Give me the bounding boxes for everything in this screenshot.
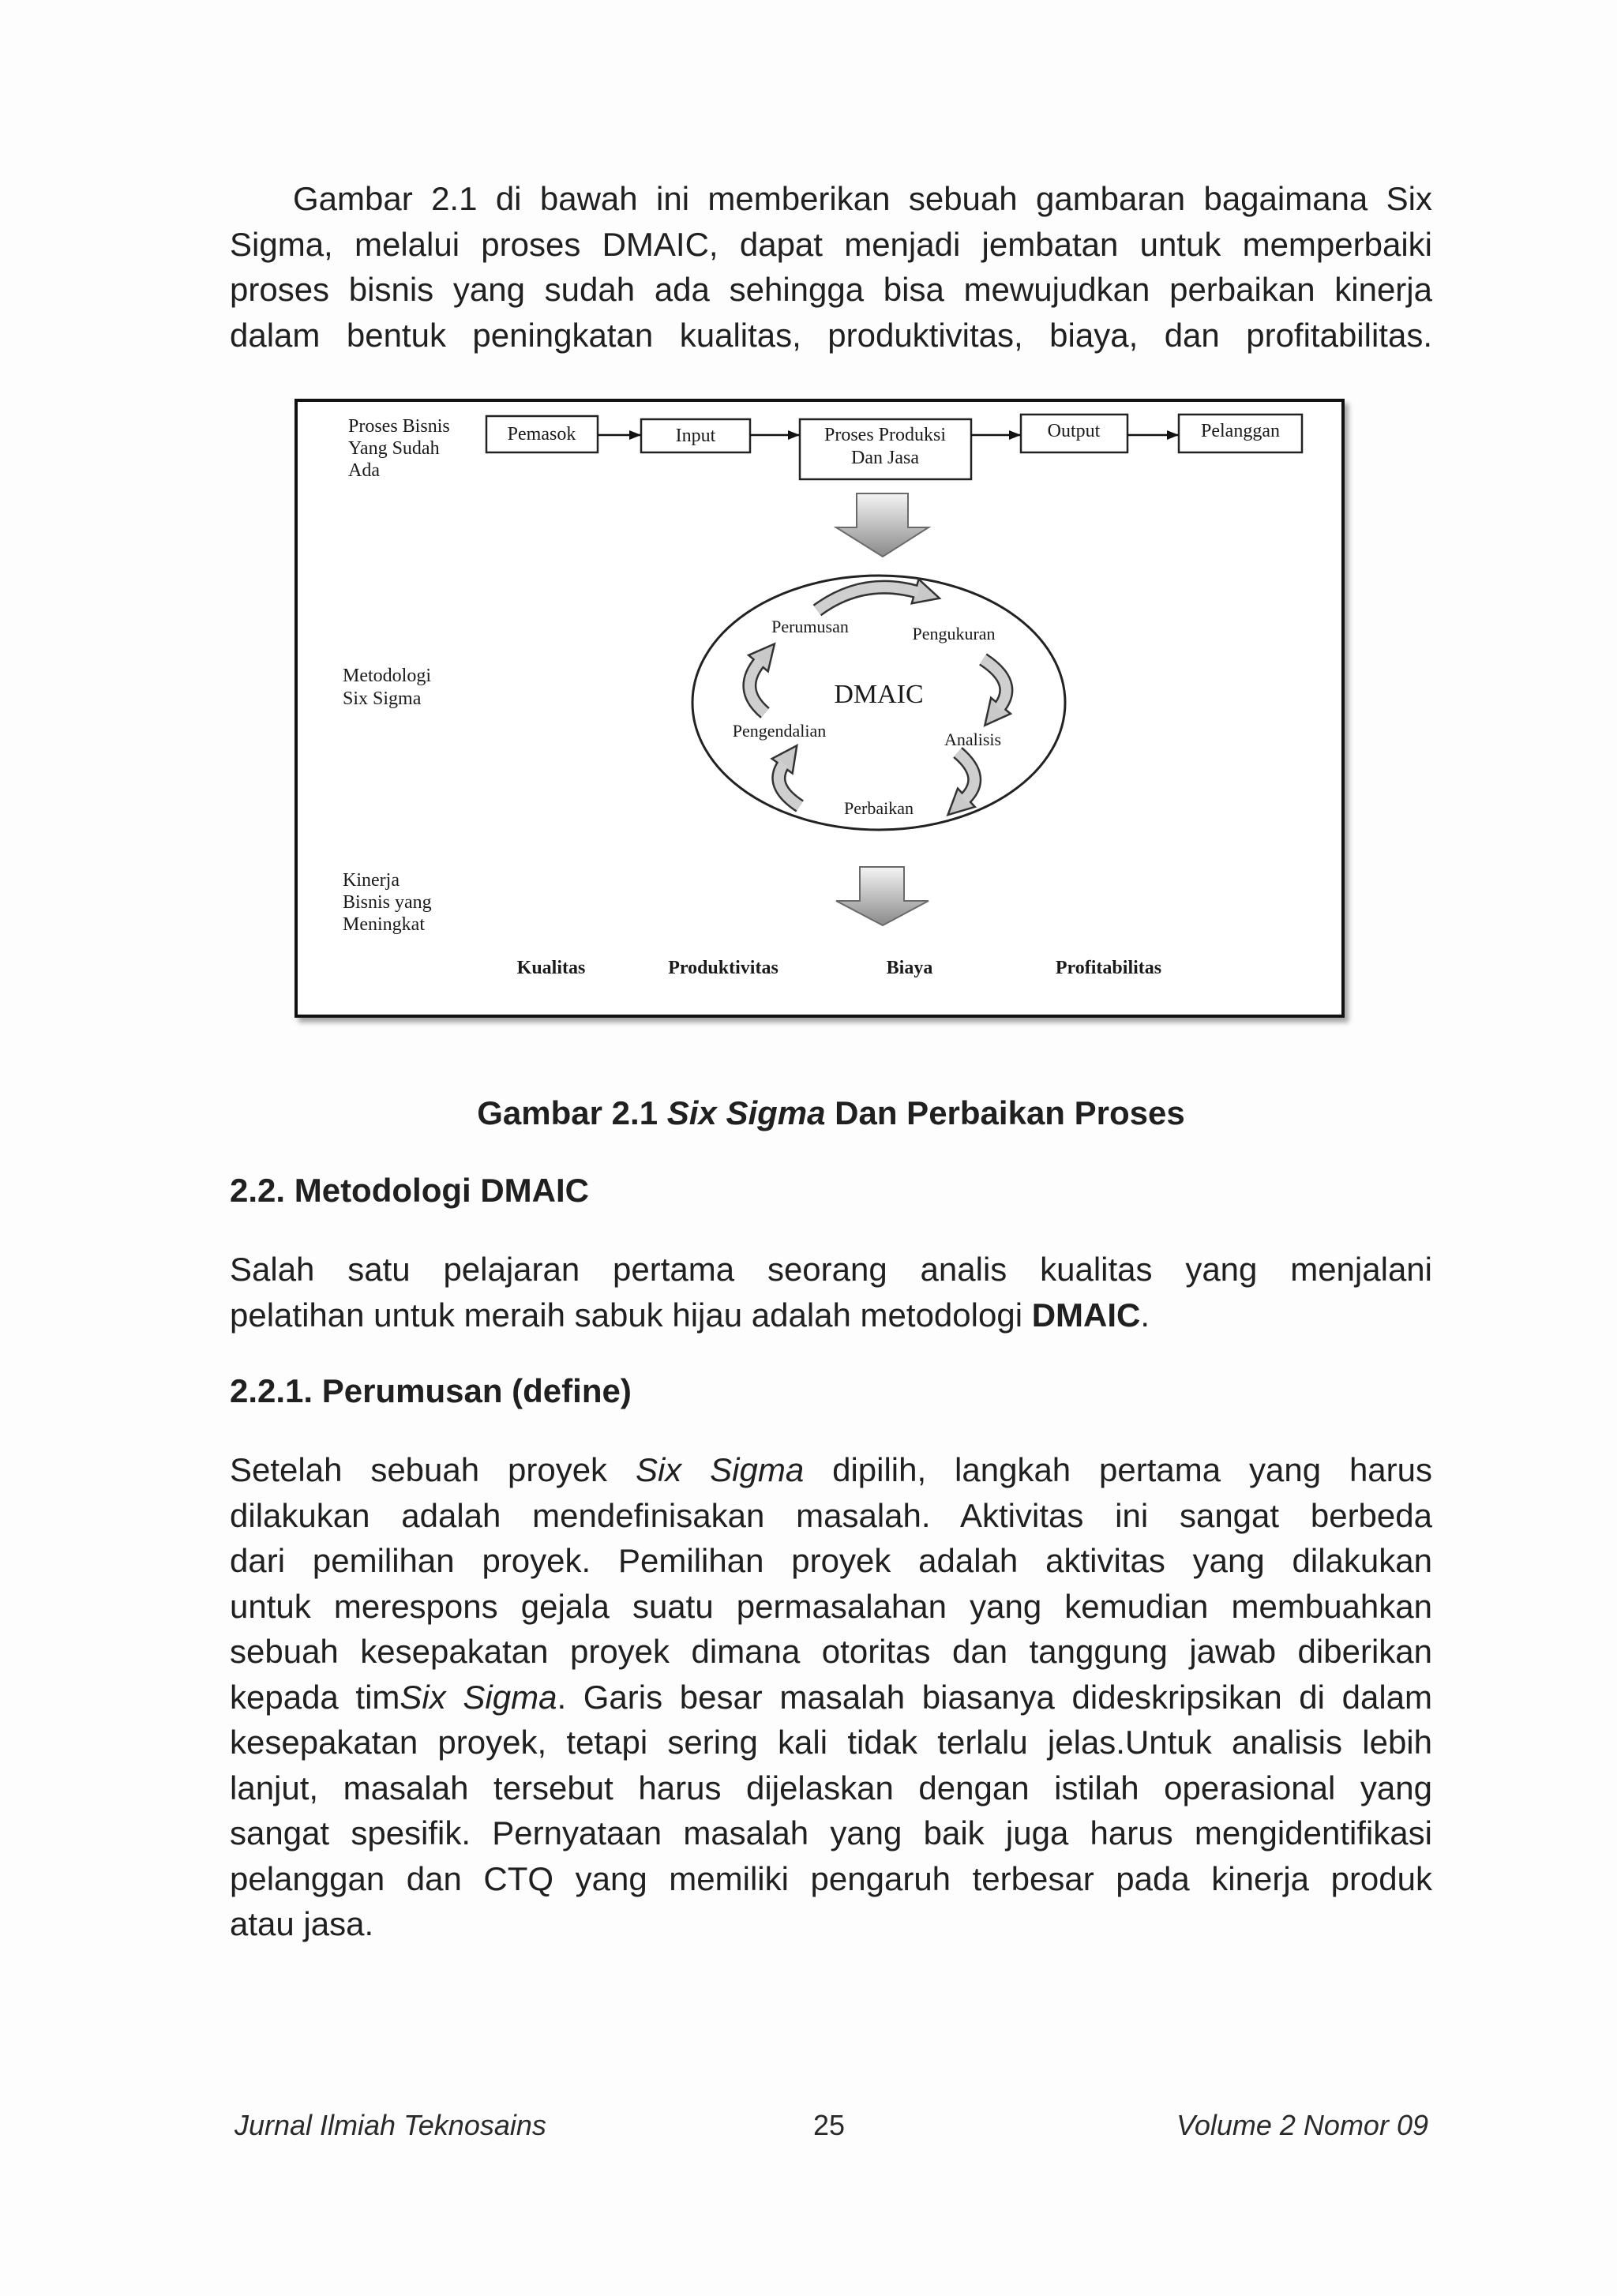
text-line [230, 176, 1432, 222]
text-line [230, 1584, 1432, 1630]
intro-paragraph [230, 176, 1432, 358]
text-line [230, 1810, 1432, 1856]
figure-caption [230, 1090, 1432, 1136]
result-quality: Kualitas [516, 958, 586, 978]
text-run: dalam bentuk peningkatan kualitas, produktivitas, biaya, dan profitabilitas. [230, 316, 1432, 354]
text-line [230, 1675, 1432, 1720]
text-line [230, 1856, 1432, 1902]
text-run: kepada tim [230, 1678, 400, 1716]
text-line [230, 1493, 1432, 1539]
input-label: Input [675, 426, 716, 446]
result-productivity: Produktivitas [668, 958, 778, 978]
output-label: Output [1047, 421, 1101, 441]
section-heading: 2.2. Metodologi DMAIC [230, 1172, 589, 1209]
text-line [230, 1765, 1432, 1811]
footer-journal-name: Jurnal Ilmiah Teknosains [234, 2109, 546, 2141]
performance-label-line: Kinerja [343, 870, 400, 891]
cycle-step-control: Pengendalian [732, 721, 827, 741]
footer-page-number: 25 [812, 2109, 846, 2141]
text-run: pelanggan dan CTQ yang memiliki pengaruh terbesar pada kinerja produk [230, 1859, 1432, 1897]
italic-text: Six Sigma [666, 1094, 826, 1131]
text-run: lanjut, masalah tersebut harus dijelaskan dengan istilah operasional yang [230, 1769, 1432, 1806]
text-run: sangat spesifik. Pernyataan masalah yang baik juga harus mengidentifikasi [230, 1814, 1432, 1851]
production-process-label-line: Dan Jasa [851, 448, 919, 468]
text-line [230, 1629, 1432, 1675]
text-run: pelatihan untuk meraih sabuk hijau adalah metodologi [230, 1296, 1032, 1334]
text-line [230, 1538, 1432, 1584]
cycle-step-define: Perumusan [771, 617, 849, 636]
bold-text: DMAIC [1031, 1296, 1141, 1334]
text-run: dipilih, langkah pertama yang harus [804, 1451, 1433, 1488]
six-sigma-diagram [295, 399, 1345, 1018]
result-profitability: Profitabilitas [1055, 958, 1162, 978]
methodology-label-line: Six Sigma [343, 688, 422, 709]
figure-frame [295, 399, 1345, 1018]
figure-border [296, 400, 1343, 1016]
text-run: Gambar 2.1 [477, 1094, 667, 1131]
dmaic-center-label: DMAIC [834, 680, 924, 709]
italic-text: Six Sigma [400, 1678, 557, 1716]
subsection-heading: 2.2.1. Perumusan (define) [230, 1372, 632, 1409]
footer-volume: Volume 2 Nomor 09 [1176, 2109, 1428, 2141]
existing-process-label-line: Ada [348, 460, 380, 481]
text-line [230, 222, 1432, 268]
text-run: Salah satu pelajaran pertama seorang analis kualitas yang menjalani [230, 1251, 1432, 1288]
existing-process-label-line: Proses Bisnis [348, 416, 450, 437]
define-paragraph [230, 1447, 1432, 1947]
text-run: Sigma, melalui proses DMAIC, dapat menjadi jembatan untuk memperbaiki [230, 225, 1432, 263]
performance-label-line: Meningkat [343, 914, 425, 935]
text-line [230, 1090, 1432, 1136]
cycle-step-analyze: Analisis [944, 730, 1002, 749]
text-run: sebuah kesepakatan proyek dimana otoritas dan tanggung jawab diberikan [230, 1633, 1432, 1670]
text-run: untuk merespons gejala suatu permasalahan yang kemudian membuahkan [230, 1587, 1432, 1625]
text-run: . [1140, 1296, 1150, 1334]
existing-process-label-line: Yang Sudah [348, 438, 440, 459]
text-run: . Garis besar masalah biasanya dideskripsikan di dalam [557, 1678, 1433, 1716]
production-process-label-line: Proses Produksi [824, 425, 947, 445]
text-line [230, 1447, 1432, 1493]
supplier-label: Pemasok [507, 424, 576, 445]
text-run: Dan Perbaikan Proses [825, 1094, 1185, 1131]
text-run: Gambar 2.1 di bawah ini memberikan sebuah gambaran bagaimana Six [293, 180, 1432, 217]
text-run: dari pemilihan proyek. Pemilihan proyek adalah aktivitas yang dilakukan [230, 1542, 1432, 1579]
italic-text: Six Sigma [635, 1451, 805, 1488]
performance-label-line: Bisnis yang [343, 892, 432, 913]
text-run: Setelah sebuah proyek [230, 1451, 636, 1488]
text-line [230, 1247, 1432, 1292]
customer-label: Pelanggan [1201, 421, 1280, 441]
text-line [230, 1901, 1432, 1947]
down-arrow [836, 493, 929, 557]
text-line [230, 267, 1432, 313]
dmaic-intro-paragraph [230, 1247, 1432, 1337]
text-run: kesepakatan proyek, tetapi sering kali tidak terlalu jelas.Untuk analisis lebih [230, 1724, 1432, 1761]
text-line [230, 1720, 1432, 1765]
text-line [230, 1292, 1432, 1338]
result-cost: Biaya [886, 958, 933, 978]
text-run: proses bisnis yang sudah ada sehingga bisa mewujudkan perbaikan kinerja [230, 271, 1432, 308]
text-line [230, 313, 1432, 358]
text-run: dilakukan adalah mendefinisakan masalah. Aktivitas ini sangat berbeda [230, 1496, 1432, 1534]
down-arrow [836, 867, 929, 925]
cycle-step-measure: Pengukuran [912, 624, 996, 643]
cycle-step-improve: Perbaikan [844, 798, 914, 818]
text-run: atau jasa. [230, 1905, 374, 1942]
methodology-label-line: Metodologi [343, 666, 431, 686]
